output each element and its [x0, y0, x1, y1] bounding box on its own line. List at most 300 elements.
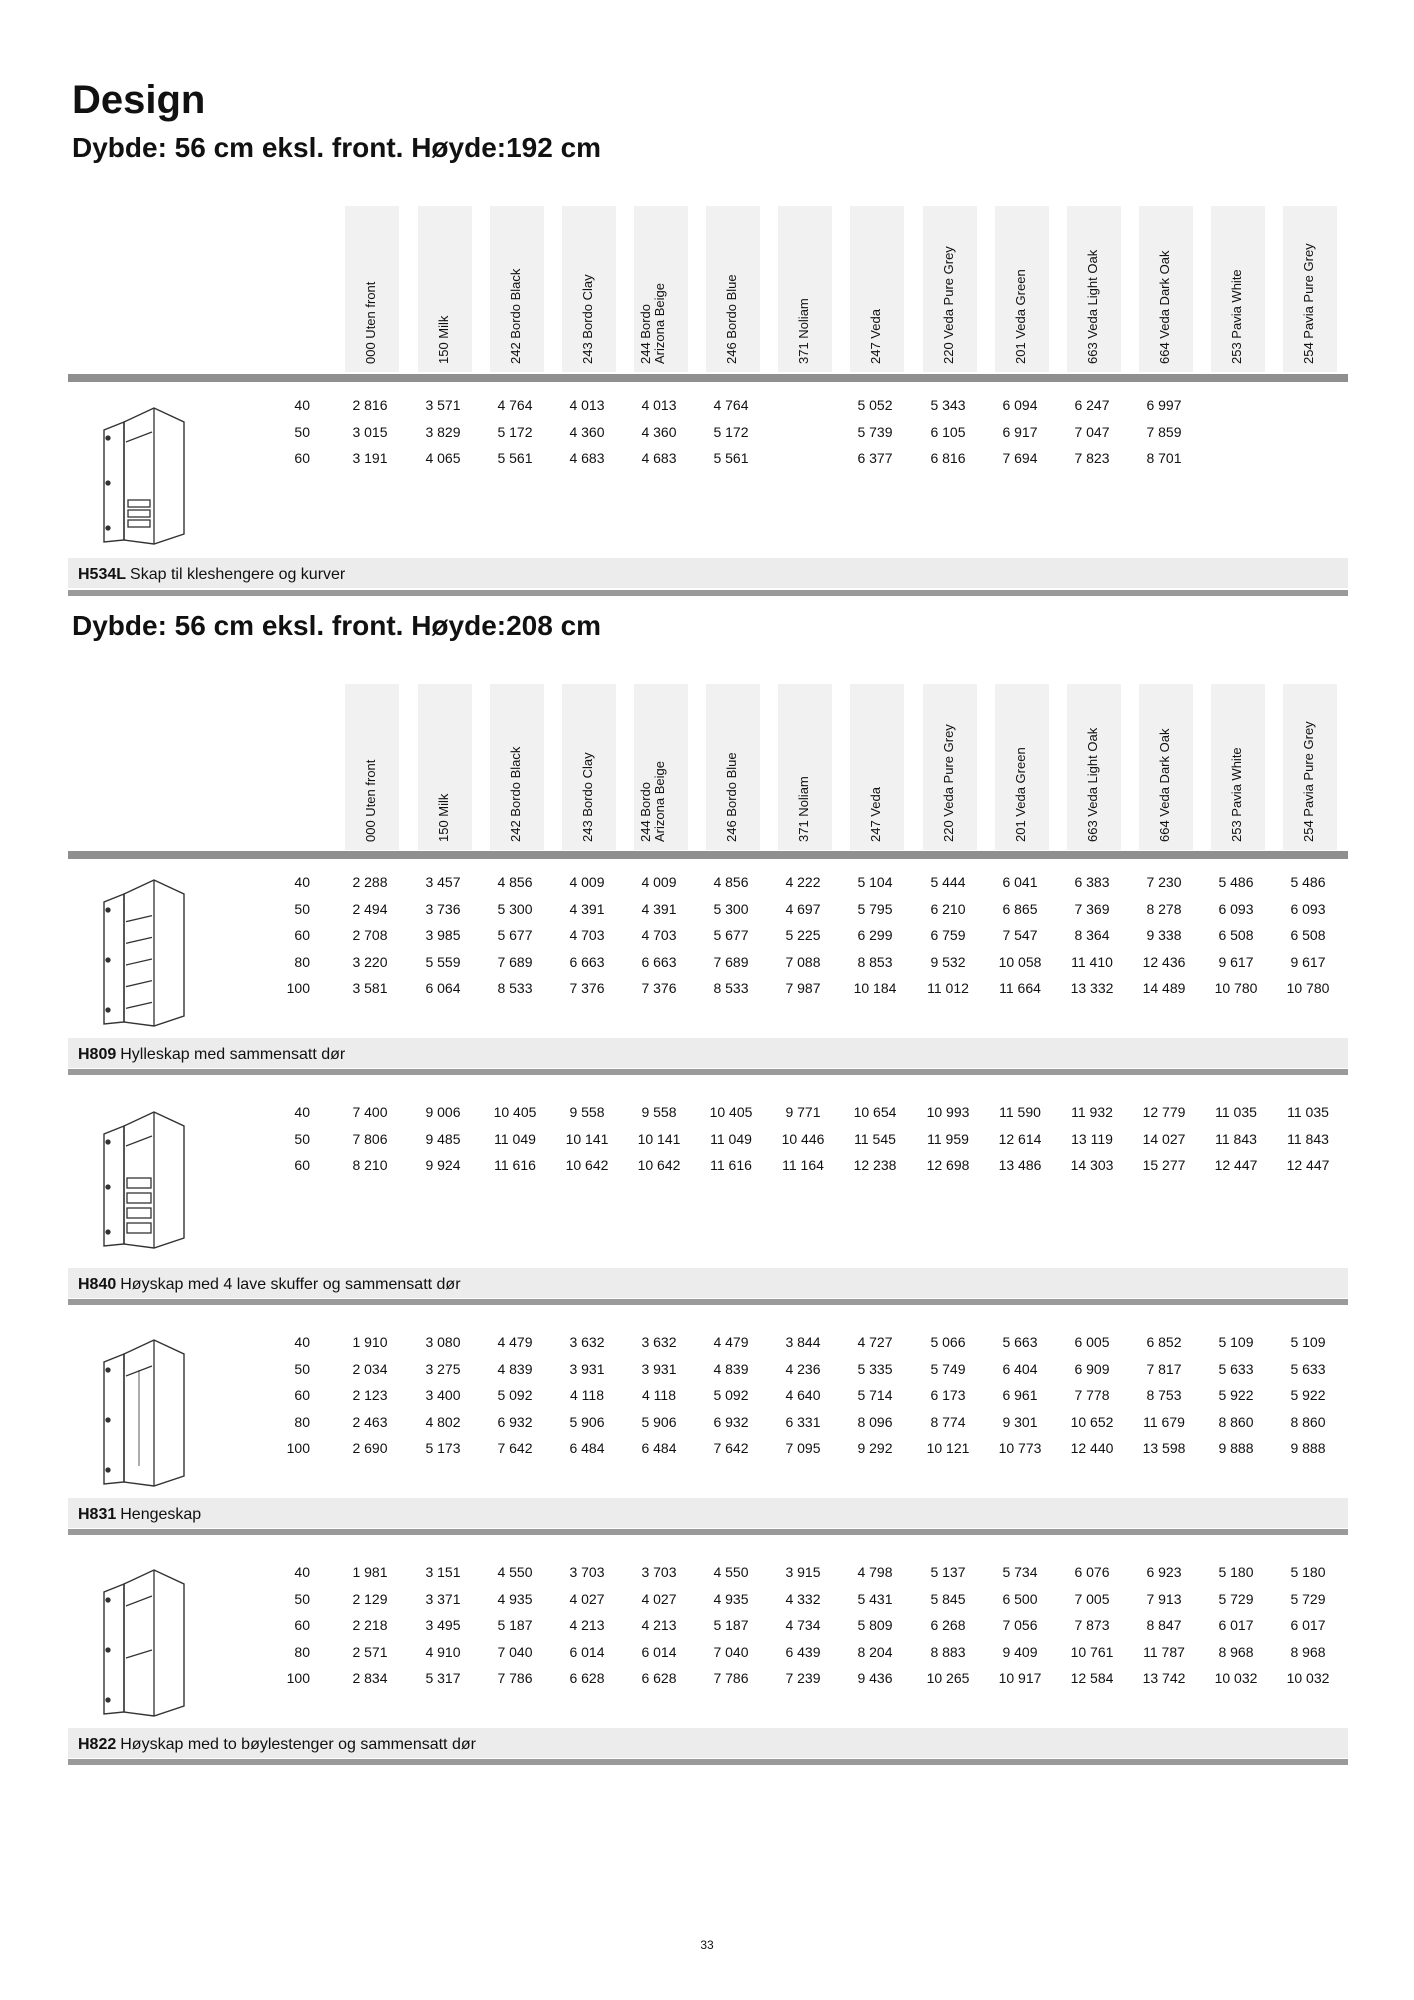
price-cell: 4 360 [641, 423, 677, 440]
column-header [778, 206, 832, 372]
price-cell: 5 180 [1290, 1564, 1326, 1580]
price-cell: 6 173 [930, 1387, 966, 1403]
price-cell: 5 486 [1290, 874, 1326, 890]
price-cell: 3 191 [352, 450, 388, 466]
price-cell: 5 172 [713, 423, 749, 440]
price-cell: 7 806 [352, 1130, 388, 1147]
column-header-label: 201 Veda Green [1013, 747, 1028, 842]
price-cell: 7 056 [1002, 1617, 1038, 1633]
price-cell: 11 843 [1215, 1130, 1257, 1147]
price-cell: 3 495 [425, 1617, 461, 1633]
price-cell: 6 663 [641, 953, 677, 970]
price-cell: 10 642 [565, 1157, 609, 1173]
price-cell: 12 614 [998, 1130, 1042, 1147]
price-cell: 8 210 [352, 1157, 388, 1173]
price-cell: 2 816 [352, 397, 388, 413]
product-name: Hengeskap [120, 1506, 202, 1523]
column-header [345, 684, 399, 850]
price-cell: 4 391 [641, 900, 677, 917]
price-cell: 2 463 [352, 1413, 388, 1430]
price-cell: 5 092 [713, 1387, 749, 1403]
price-cell: 3 080 [425, 1334, 461, 1350]
price-cell: 7 689 [497, 953, 533, 970]
product-divider [68, 1299, 1348, 1305]
price-cell: 5 734 [1002, 1564, 1038, 1580]
price-cell: 5 092 [497, 1387, 533, 1403]
column-header [1067, 206, 1121, 372]
price-cell: 10 058 [998, 953, 1042, 970]
price-cell: 4 360 [569, 423, 605, 440]
price-cell: 9 292 [857, 1440, 893, 1456]
column-header [706, 684, 760, 850]
price-cell: 3 632 [569, 1334, 605, 1350]
price-cell: 5 663 [1002, 1334, 1038, 1350]
price-cell: 3 736 [425, 900, 461, 917]
price-cell: 10 993 [926, 1104, 970, 1120]
column-header-label: 663 Veda Light Oak [1085, 249, 1100, 364]
width-label: 100 [286, 1440, 310, 1456]
page-title: Design [72, 78, 206, 122]
price-cell: 6 997 [1146, 397, 1182, 413]
product-code: H831 [78, 1506, 117, 1523]
price-cell: 10 265 [926, 1670, 970, 1686]
price-cell: 11 932 [1071, 1104, 1113, 1120]
column-header-label: 664 Veda Dark Oak [1157, 250, 1172, 364]
price-cell: 6 663 [569, 953, 605, 970]
price-cell: 6 932 [497, 1413, 533, 1430]
price-cell: 10 761 [1070, 1643, 1114, 1660]
price-cell: 9 924 [425, 1157, 461, 1173]
column-header-label: 253 Pavia White [1229, 747, 1244, 842]
width-label: 40 [294, 1104, 310, 1120]
column-header-label: 220 Veda Pure Grey [941, 724, 956, 842]
price-cell: 11 959 [927, 1130, 969, 1147]
column-header-label: 254 Pavia Pure Grey [1301, 243, 1316, 364]
price-cell: 6 865 [1002, 900, 1038, 917]
price-cell: 6 484 [641, 1440, 677, 1456]
price-cell: 5 561 [497, 450, 533, 466]
column-header-label: 247 Veda [868, 787, 883, 842]
price-cell: 3 220 [352, 953, 388, 970]
price-cell: 9 409 [1002, 1643, 1038, 1660]
column-header-label: 254 Pavia Pure Grey [1301, 721, 1316, 842]
price-cell: 5 559 [425, 953, 461, 970]
price-cell: 4 013 [569, 397, 605, 413]
price-cell: 7 040 [497, 1643, 533, 1660]
price-cell: 10 405 [493, 1104, 537, 1120]
price-cell: 7 987 [785, 980, 821, 996]
width-label: 80 [294, 1643, 310, 1660]
width-label: 40 [294, 1334, 310, 1350]
column-header [1283, 684, 1337, 850]
column-header [1067, 684, 1121, 850]
column-header [490, 206, 544, 372]
price-cell: 5 444 [930, 874, 966, 890]
price-cell: 10 780 [1214, 980, 1258, 996]
price-cell: 4 839 [713, 1360, 749, 1377]
price-cell: 11 035 [1215, 1104, 1257, 1120]
header-divider [68, 374, 1348, 382]
price-cell: 5 561 [713, 450, 749, 466]
price-cell: 6 628 [641, 1670, 677, 1686]
price-cell: 9 338 [1146, 927, 1182, 943]
price-cell: 10 032 [1286, 1670, 1330, 1686]
price-cell: 2 834 [352, 1670, 388, 1686]
price-cell: 7 239 [785, 1670, 821, 1686]
price-cell: 3 703 [569, 1564, 605, 1580]
page-number: 33 [700, 1938, 714, 1952]
price-cell: 7 088 [785, 953, 821, 970]
price-cell: 4 935 [497, 1590, 533, 1607]
price-cell: 10 141 [637, 1130, 681, 1147]
column-header [923, 684, 977, 850]
price-cell: 5 739 [857, 423, 893, 440]
price-cell: 4 009 [569, 874, 605, 890]
product-code: H822 [78, 1736, 117, 1753]
price-cell: 4 683 [641, 450, 677, 466]
price-cell: 5 335 [857, 1360, 893, 1377]
price-cell: 7 642 [713, 1440, 749, 1456]
price-cell: 2 708 [352, 927, 388, 943]
price-cell: 4 222 [785, 874, 821, 890]
price-cell: 5 677 [497, 927, 533, 943]
price-cell: 5 180 [1218, 1564, 1254, 1580]
width-label: 60 [294, 927, 310, 943]
product-label [68, 1498, 1348, 1528]
price-cell: 5 922 [1290, 1387, 1326, 1403]
column-header-label: 244 Bordo Arizona Beige [638, 283, 667, 364]
product-code: H534L [78, 566, 127, 583]
column-header [995, 684, 1049, 850]
price-cell: 8 847 [1146, 1617, 1182, 1633]
price-cell: 9 558 [569, 1104, 605, 1120]
price-cell: 12 584 [1070, 1670, 1114, 1686]
price-cell: 4 856 [497, 874, 533, 890]
price-cell: 8 533 [497, 980, 533, 996]
price-cell: 9 617 [1290, 953, 1326, 970]
price-cell: 6 005 [1074, 1334, 1110, 1350]
price-cell: 7 047 [1074, 423, 1110, 440]
price-cell: 3 457 [425, 874, 461, 890]
price-cell: 6 383 [1074, 874, 1110, 890]
price-cell: 5 317 [425, 1670, 461, 1686]
price-cell: 7 005 [1074, 1590, 1110, 1607]
price-cell: 9 532 [930, 953, 966, 970]
width-label: 100 [286, 1670, 310, 1686]
price-cell: 4 910 [425, 1643, 461, 1660]
price-cell: 6 094 [1002, 397, 1038, 413]
price-cell: 6 093 [1218, 900, 1254, 917]
width-label: 60 [294, 1387, 310, 1403]
price-cell: 10 654 [853, 1104, 897, 1120]
price-cell: 6 923 [1146, 1564, 1182, 1580]
price-cell: 3 151 [425, 1564, 461, 1580]
price-cell: 4 118 [642, 1387, 676, 1403]
cabinet-illustration [84, 1562, 204, 1727]
column-header-label: 664 Veda Dark Oak [1157, 728, 1172, 842]
price-cell: 6 932 [713, 1413, 749, 1430]
column-header-label: 246 Bordo Blue [724, 752, 739, 842]
column-header [850, 684, 904, 850]
column-header [923, 206, 977, 372]
price-cell: 10 780 [1286, 980, 1330, 996]
price-cell: 11 787 [1143, 1643, 1185, 1660]
price-cell: 5 343 [930, 397, 966, 413]
column-header [634, 684, 688, 850]
price-cell: 11 616 [710, 1157, 752, 1173]
price-cell: 6 076 [1074, 1564, 1110, 1580]
price-cell: 14 303 [1070, 1157, 1114, 1173]
price-cell: 3 915 [785, 1564, 821, 1580]
price-cell: 5 431 [857, 1590, 893, 1607]
column-header-label: 253 Pavia White [1229, 269, 1244, 364]
product-label [68, 1728, 1348, 1758]
price-cell: 4 479 [713, 1334, 749, 1350]
column-header [1139, 684, 1193, 850]
price-cell: 5 633 [1218, 1360, 1254, 1377]
price-cell: 5 109 [1290, 1334, 1326, 1350]
price-cell: 7 823 [1074, 450, 1110, 466]
price-cell: 2 034 [352, 1360, 388, 1377]
price-cell: 15 277 [1142, 1157, 1186, 1173]
price-cell: 3 931 [641, 1360, 677, 1377]
price-cell: 6 377 [857, 450, 893, 466]
price-cell: 4 236 [785, 1360, 821, 1377]
price-cell: 9 888 [1290, 1440, 1326, 1456]
price-cell: 3 400 [425, 1387, 461, 1403]
price-cell: 6 852 [1146, 1334, 1182, 1350]
column-header [490, 684, 544, 850]
price-cell: 6 500 [1002, 1590, 1038, 1607]
price-cell: 12 447 [1214, 1157, 1258, 1173]
price-cell: 2 123 [352, 1387, 388, 1403]
column-header [1283, 206, 1337, 372]
price-cell: 5 172 [497, 423, 533, 440]
price-cell: 4 802 [425, 1413, 461, 1430]
price-cell: 6 508 [1290, 927, 1326, 943]
column-header-label: 242 Bordo Black [508, 268, 523, 364]
price-cell: 5 187 [713, 1617, 749, 1633]
column-header [418, 206, 472, 372]
price-cell: 10 032 [1214, 1670, 1258, 1686]
price-cell: 2 494 [352, 900, 388, 917]
price-cell: 6 404 [1002, 1360, 1038, 1377]
price-cell: 10 446 [781, 1130, 825, 1147]
price-cell: 10 773 [998, 1440, 1042, 1456]
price-cell: 13 486 [998, 1157, 1042, 1173]
column-header [850, 206, 904, 372]
price-cell: 6 041 [1002, 874, 1038, 890]
column-header-label: 243 Bordo Clay [580, 274, 595, 364]
price-cell: 4 013 [641, 397, 677, 413]
price-cell: 11 590 [999, 1104, 1041, 1120]
price-cell: 8 968 [1218, 1643, 1254, 1660]
width-label: 50 [294, 1590, 310, 1607]
width-label: 40 [294, 1564, 310, 1580]
price-cell: 10 141 [565, 1130, 609, 1147]
price-cell: 8 774 [930, 1413, 966, 1430]
price-cell: 6 093 [1290, 900, 1326, 917]
column-header [1139, 206, 1193, 372]
price-cell: 5 906 [641, 1413, 677, 1430]
price-cell: 4 856 [713, 874, 749, 890]
price-cell: 6 017 [1290, 1617, 1326, 1633]
column-header-label: 246 Bordo Blue [724, 274, 739, 364]
width-label: 60 [294, 1617, 310, 1633]
width-label: 40 [294, 874, 310, 890]
column-header [345, 206, 399, 372]
cabinet-illustration [84, 872, 204, 1037]
price-cell: 7 817 [1146, 1360, 1182, 1377]
product-label [68, 1268, 1348, 1298]
price-cell: 4 027 [641, 1590, 677, 1607]
product-divider [68, 590, 1348, 596]
price-cell: 8 533 [713, 980, 749, 996]
product-code: H809 [78, 1046, 117, 1063]
column-header-label: 150 Milk [436, 315, 451, 364]
price-cell: 7 694 [1002, 450, 1038, 466]
price-cell: 8 096 [857, 1413, 893, 1430]
column-header-label: 371 Noliam [796, 776, 811, 842]
column-header-label: 663 Veda Light Oak [1085, 727, 1100, 842]
column-header-label: 150 Milk [436, 793, 451, 842]
price-cell: 6 628 [569, 1670, 605, 1686]
price-cell: 11 049 [494, 1130, 536, 1147]
price-cell: 3 829 [425, 423, 461, 440]
width-label: 50 [294, 1130, 310, 1147]
price-cell: 4 697 [785, 900, 821, 917]
price-cell: 4 839 [497, 1360, 533, 1377]
price-cell: 8 883 [930, 1643, 966, 1660]
price-cell: 7 040 [713, 1643, 749, 1660]
price-cell: 4 332 [785, 1590, 821, 1607]
width-label: 40 [294, 397, 310, 413]
price-cell: 6 917 [1002, 423, 1038, 440]
width-label: 50 [294, 423, 310, 440]
price-cell: 7 786 [497, 1670, 533, 1686]
price-cell: 5 729 [1290, 1590, 1326, 1607]
price-cell: 10 121 [926, 1440, 970, 1456]
price-cell: 10 652 [1070, 1413, 1114, 1430]
column-header-label: 371 Noliam [796, 298, 811, 364]
section-heading: Dybde: 56 cm eksl. front. Høyde:208 cm [72, 610, 602, 641]
column-header [706, 206, 760, 372]
column-header-label: 000 Uten front [363, 281, 378, 364]
width-label: 80 [294, 953, 310, 970]
width-label: 50 [294, 1360, 310, 1377]
price-cell: 5 300 [713, 900, 749, 917]
price-cell: 6 909 [1074, 1360, 1110, 1377]
column-header [634, 206, 688, 372]
price-cell: 11 545 [854, 1130, 896, 1147]
price-cell: 13 598 [1142, 1440, 1186, 1456]
price-cell: 3 015 [352, 423, 388, 440]
product-name: Hylleskap med sammensatt dør [120, 1046, 346, 1063]
cabinet-illustration [84, 400, 204, 555]
price-cell: 6 961 [1002, 1387, 1038, 1403]
price-cell: 8 860 [1218, 1413, 1254, 1430]
price-cell: 4 213 [641, 1617, 677, 1633]
price-cell: 5 845 [930, 1590, 966, 1607]
price-cell: 4 703 [569, 927, 605, 943]
price-cell: 13 332 [1070, 980, 1114, 996]
width-label: 60 [294, 450, 310, 466]
price-cell: 6 484 [569, 1440, 605, 1456]
column-header [1211, 206, 1265, 372]
product-name: Høyskap med to bøylestenger og sammensatt dør [120, 1736, 476, 1753]
price-cell: 12 238 [853, 1157, 897, 1173]
price-cell: 5 052 [857, 397, 893, 413]
price-cell: 1 910 [352, 1334, 388, 1350]
price-cell: 7 095 [785, 1440, 821, 1456]
price-cell: 7 778 [1074, 1387, 1110, 1403]
price-cell: 8 853 [857, 953, 893, 970]
price-cell: 4 009 [641, 874, 677, 890]
price-cell: 9 771 [785, 1104, 821, 1120]
price-cell: 7 376 [569, 980, 605, 996]
price-cell: 3 275 [425, 1360, 461, 1377]
price-cell: 7 400 [352, 1104, 388, 1120]
product-name: Skap til kleshengere og kurver [130, 566, 346, 583]
column-header [562, 684, 616, 850]
column-header-label: 243 Bordo Clay [580, 752, 595, 842]
column-header-label: 000 Uten front [363, 759, 378, 842]
price-cell: 4 683 [569, 450, 605, 466]
cabinet-illustration [84, 1332, 204, 1497]
price-cell: 7 547 [1002, 927, 1038, 943]
column-header-label: 201 Veda Green [1013, 269, 1028, 364]
price-cell: 4 391 [569, 900, 605, 917]
price-cell: 9 301 [1002, 1413, 1038, 1430]
column-header-label: 244 Bordo Arizona Beige [638, 761, 667, 842]
price-cell: 5 104 [857, 874, 893, 890]
price-cell: 3 581 [352, 980, 388, 996]
price-cell: 11 843 [1287, 1130, 1329, 1147]
price-cell: 6 210 [930, 900, 966, 917]
price-cell: 7 873 [1074, 1617, 1110, 1633]
price-cell: 8 753 [1146, 1387, 1182, 1403]
price-cell: 4 640 [785, 1387, 821, 1403]
price-cell: 13 742 [1142, 1670, 1186, 1686]
price-cell: 7 642 [497, 1440, 533, 1456]
price-cell: 4 065 [425, 450, 461, 466]
price-cell: 6 299 [857, 927, 893, 943]
product-divider [68, 1069, 1348, 1075]
price-cell: 4 764 [497, 397, 533, 413]
price-cell: 6 508 [1218, 927, 1254, 943]
price-cell: 4 798 [857, 1564, 893, 1580]
price-cell: 2 690 [352, 1440, 388, 1456]
cabinet-illustration [84, 1104, 204, 1259]
price-cell: 9 558 [641, 1104, 677, 1120]
section-heading: Dybde: 56 cm eksl. front. Høyde:192 cm [72, 132, 602, 163]
width-label: 100 [286, 980, 310, 996]
price-cell: 1 981 [352, 1564, 388, 1580]
price-cell: 6 816 [930, 450, 966, 466]
price-cell: 5 633 [1290, 1360, 1326, 1377]
price-cell: 10 184 [853, 980, 897, 996]
price-cell: 7 859 [1146, 423, 1182, 440]
price-cell: 5 137 [930, 1564, 966, 1580]
price-cell: 9 888 [1218, 1440, 1254, 1456]
width-label: 50 [294, 900, 310, 917]
price-cell: 4 027 [569, 1590, 605, 1607]
price-cell: 8 364 [1074, 927, 1110, 943]
price-cell: 13 119 [1071, 1130, 1113, 1147]
price-cell: 5 809 [857, 1617, 893, 1633]
price-cell: 8 278 [1146, 900, 1182, 917]
price-cell: 12 440 [1070, 1440, 1114, 1456]
